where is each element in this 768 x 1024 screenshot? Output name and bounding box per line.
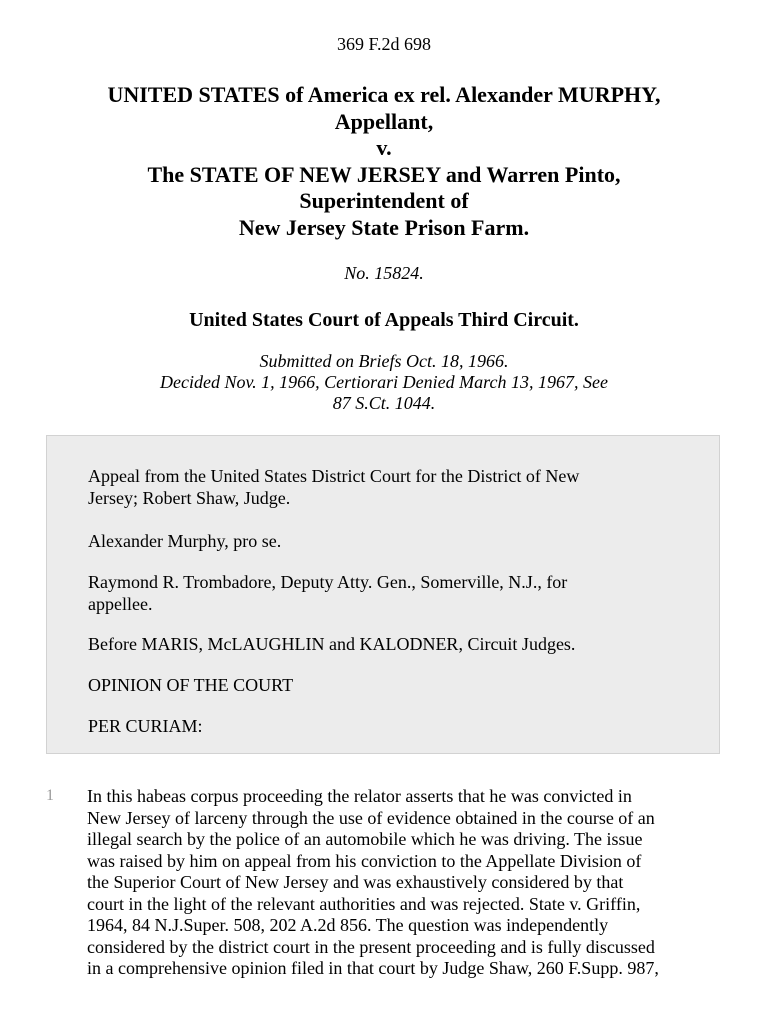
- paragraph-line: considered by the district court in the present proceeding and is fully discussed: [87, 936, 655, 957]
- judges-line: Before MARIS, McLAUGHLIN and KALODNER, Circuit Judges.: [88, 634, 576, 654]
- paragraph-line: court in the light of the relevant authorities and was rejected. State v. Griffin,: [87, 893, 641, 914]
- dates-line: Submitted on Briefs Oct. 18, 1966.: [259, 351, 509, 371]
- title-line: Appellant,: [334, 108, 434, 134]
- appeal-line: Jersey; Robert Shaw, Judge.: [88, 488, 291, 508]
- appellant-counsel: Alexander Murphy, pro se.: [88, 531, 282, 551]
- paragraph-line: In this habeas corpus proceeding the relator asserts that he was convicted in: [87, 786, 632, 806]
- title-line: The STATE OF NEW JERSEY and Warren Pinto,: [147, 161, 621, 187]
- title-line: v.: [376, 135, 392, 160]
- appellee-counsel-line: appellee.: [88, 594, 153, 614]
- paragraph-line: in a comprehensive opinion filed in that court by Judge Shaw, 260 F.Supp. 987,: [87, 958, 659, 978]
- paragraph-line: New Jersey of larceny through the use of evidence obtained in the course of an: [87, 807, 655, 828]
- case-dates: [0, 351, 768, 414]
- appellee-counsel: [88, 571, 698, 615]
- dates-line: Decided Nov. 1, 1966, Certiorari Denied March 13, 1967, See: [160, 372, 608, 392]
- case-citation: 369 F.2d 698: [336, 34, 432, 54]
- case-title: [0, 82, 768, 241]
- paragraph-text: [87, 786, 747, 980]
- opinion-paragraph: [0, 786, 768, 1024]
- case-header-box: [46, 435, 720, 754]
- title-line: Superintendent of: [299, 188, 469, 213]
- dates-line: 87 S.Ct. 1044.: [332, 393, 436, 413]
- paragraph-line: illegal search by the police of an automobile which he was driving. The issue: [87, 829, 643, 849]
- appellee-counsel-line: Raymond R. Trombadore, Deputy Atty. Gen., Somerville, N.J., for: [88, 572, 568, 592]
- paragraph-line: was raised by him on appeal from his conviction to the Appellate Division of: [87, 850, 642, 871]
- title-line: New Jersey State Prison Farm.: [238, 214, 530, 240]
- paragraph-line: 1964, 84 N.J.Super. 508, 202 A.2d 856. The question was independently: [87, 915, 609, 935]
- appeal-line: Appeal from the United States District Court for the District of New: [88, 466, 580, 486]
- paragraph-line: the Superior Court of New Jersey and was exhaustively considered by that: [87, 872, 624, 892]
- court-name: United States Court of Appeals Third Circuit.: [189, 309, 579, 331]
- paragraph-number: 1: [46, 787, 54, 804]
- title-line: UNITED STATES of America ex rel. Alexander MURPHY,: [107, 82, 661, 107]
- opinion-heading: OPINION OF THE COURT: [88, 675, 294, 695]
- per-curiam-label: PER CURIAM:: [88, 716, 203, 736]
- docket-number: No. 15824.: [344, 263, 424, 283]
- appeal-info: [88, 465, 698, 509]
